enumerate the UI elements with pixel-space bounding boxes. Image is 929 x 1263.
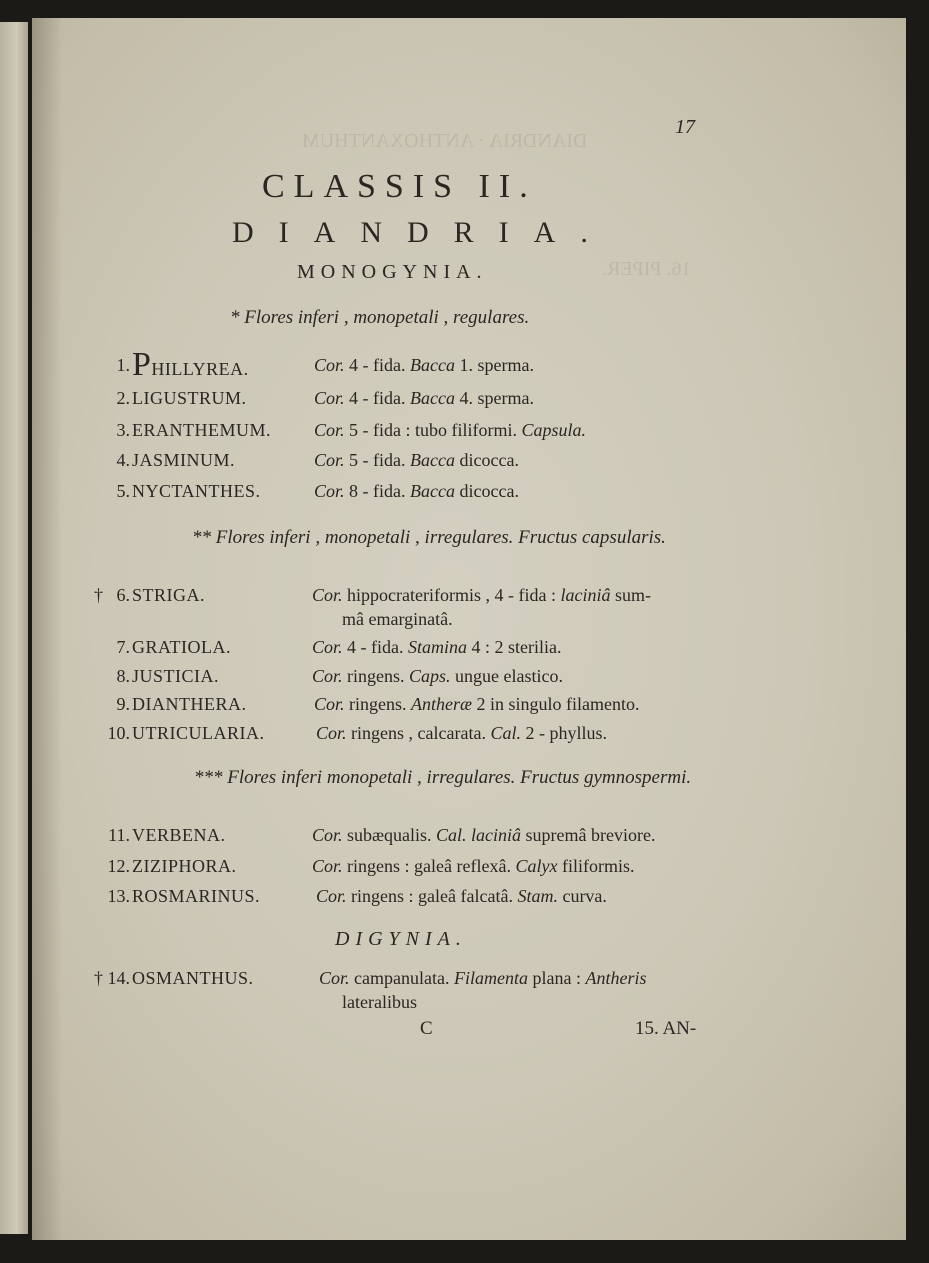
section-heading-3: *** Flores inferi monopetali , irregulares. Fructus gymnospermi. xyxy=(194,767,692,788)
genus-entry xyxy=(32,388,906,414)
genus-entry xyxy=(32,450,906,476)
entry-number: 5. xyxy=(116,481,130,501)
genus-description: Cor. hippocrateriformis , 4 - fida : laciniâ sum- xyxy=(312,585,651,605)
show-through-text-2: 16. PIPER. xyxy=(602,258,692,280)
genus-entry xyxy=(32,666,906,692)
genus-name: OSMANTHUS. xyxy=(132,968,254,988)
genus-description: Cor. subæqualis. Cal. laciniâ supremâ breviore. xyxy=(312,825,656,845)
genus-description: Cor. ringens : galeâ falcatâ. Stam. curva. xyxy=(316,886,607,906)
genus-name: UTRICULARIA. xyxy=(132,723,265,743)
section-heading-1: * Flores inferi , monopetali , regulares. xyxy=(230,307,530,328)
order-heading: MONOGYNIA. xyxy=(297,261,488,283)
genus-name: DIANTHERA. xyxy=(132,694,247,714)
genus-entry xyxy=(32,968,906,1012)
dagger-mark: † xyxy=(94,585,103,605)
genus-name: STRIGA. xyxy=(132,585,206,605)
class-name: DIANDRIA. xyxy=(232,216,613,249)
entry-number: 2. xyxy=(116,388,130,408)
entry-number: 13. xyxy=(107,886,130,906)
dagger-mark: † xyxy=(94,968,103,988)
genus-description: Cor. campanulata. Filamenta plana : Antheris xyxy=(319,968,647,988)
genus-name: ROSMARINUS. xyxy=(132,886,261,906)
facing-page-edge xyxy=(0,22,28,1234)
description-continuation: mâ emarginatâ. xyxy=(342,609,453,629)
class-heading: CLASSIS II. xyxy=(262,168,537,205)
entry-number: 9. xyxy=(116,694,130,714)
genus-entry xyxy=(32,481,906,507)
genus-name: VERBENA. xyxy=(132,825,226,845)
genus-description: Cor. ringens : galeâ reflexâ. Calyx filiformis. xyxy=(312,856,635,876)
genus-name: GRATIOLA. xyxy=(132,637,231,657)
genus-description: Cor. 4 - fida. Bacca 4. sperma. xyxy=(314,388,534,408)
page-number: 17 xyxy=(675,116,695,138)
order-heading-digynia: DIGYNIA. xyxy=(335,928,467,950)
entry-number: 3. xyxy=(116,420,130,440)
section-heading-2: ** Flores inferi , monopetali , irregulares. Fructus capsularis. xyxy=(192,527,666,548)
genus-entry xyxy=(32,346,906,383)
entry-number: 11. xyxy=(108,825,130,845)
entry-number: 14. xyxy=(107,968,130,988)
genus-entry xyxy=(32,420,906,446)
genus-entry xyxy=(32,825,906,851)
entry-number: 4. xyxy=(116,450,130,470)
genus-entry xyxy=(32,694,906,720)
genus-description: Cor. ringens , calcarata. Cal. 2 - phyllus. xyxy=(316,723,607,743)
genus-entry xyxy=(32,723,906,749)
entry-number: 1. xyxy=(116,355,130,375)
genus-description: Cor. ringens. Antheræ 2 in singulo filamento. xyxy=(314,694,640,714)
entry-number: 7. xyxy=(116,637,130,657)
show-through-text: DIANDRIA · ANTHOXANTHUM xyxy=(302,130,588,152)
entry-number: 12. xyxy=(107,856,130,876)
genus-description: Cor. 4 - fida. Bacca 1. sperma. xyxy=(314,355,534,375)
genus-name: JASMINUM. xyxy=(132,450,236,470)
genus-entry xyxy=(32,886,906,912)
description-continuation: lateralibus xyxy=(342,992,417,1012)
book-page xyxy=(32,18,906,1240)
genus-description: Cor. 5 - fida. Bacca dicocca. xyxy=(314,450,519,470)
genus-description: Cor. 5 - fida : tubo filiformi. Capsula. xyxy=(314,420,587,440)
genus-description: Cor. 4 - fida. Stamina 4 : 2 sterilia. xyxy=(312,637,562,657)
genus-entry xyxy=(32,637,906,663)
genus-name: ZIZIPHORA. xyxy=(132,856,237,876)
entry-number: 10. xyxy=(107,723,130,743)
genus-description: Cor. ringens. Caps. ungue elastico. xyxy=(312,666,564,686)
signature-mark: C xyxy=(420,1018,433,1039)
genus-description: Cor. 8 - fida. Bacca dicocca. xyxy=(314,481,519,501)
catchword: 15. AN- xyxy=(635,1018,697,1039)
genus-name: ERANTHEMUM. xyxy=(132,420,271,440)
genus-name: JUSTICIA. xyxy=(132,666,220,686)
genus-entry xyxy=(32,856,906,882)
genus-name: NYCTANTHES. xyxy=(132,481,261,501)
entry-number: 6. xyxy=(116,585,130,605)
entry-number: 8. xyxy=(116,666,130,686)
genus-name: LIGUSTRUM. xyxy=(132,388,247,408)
genus-entry xyxy=(32,585,906,629)
genus-name: PHILLYREA. xyxy=(132,346,249,383)
